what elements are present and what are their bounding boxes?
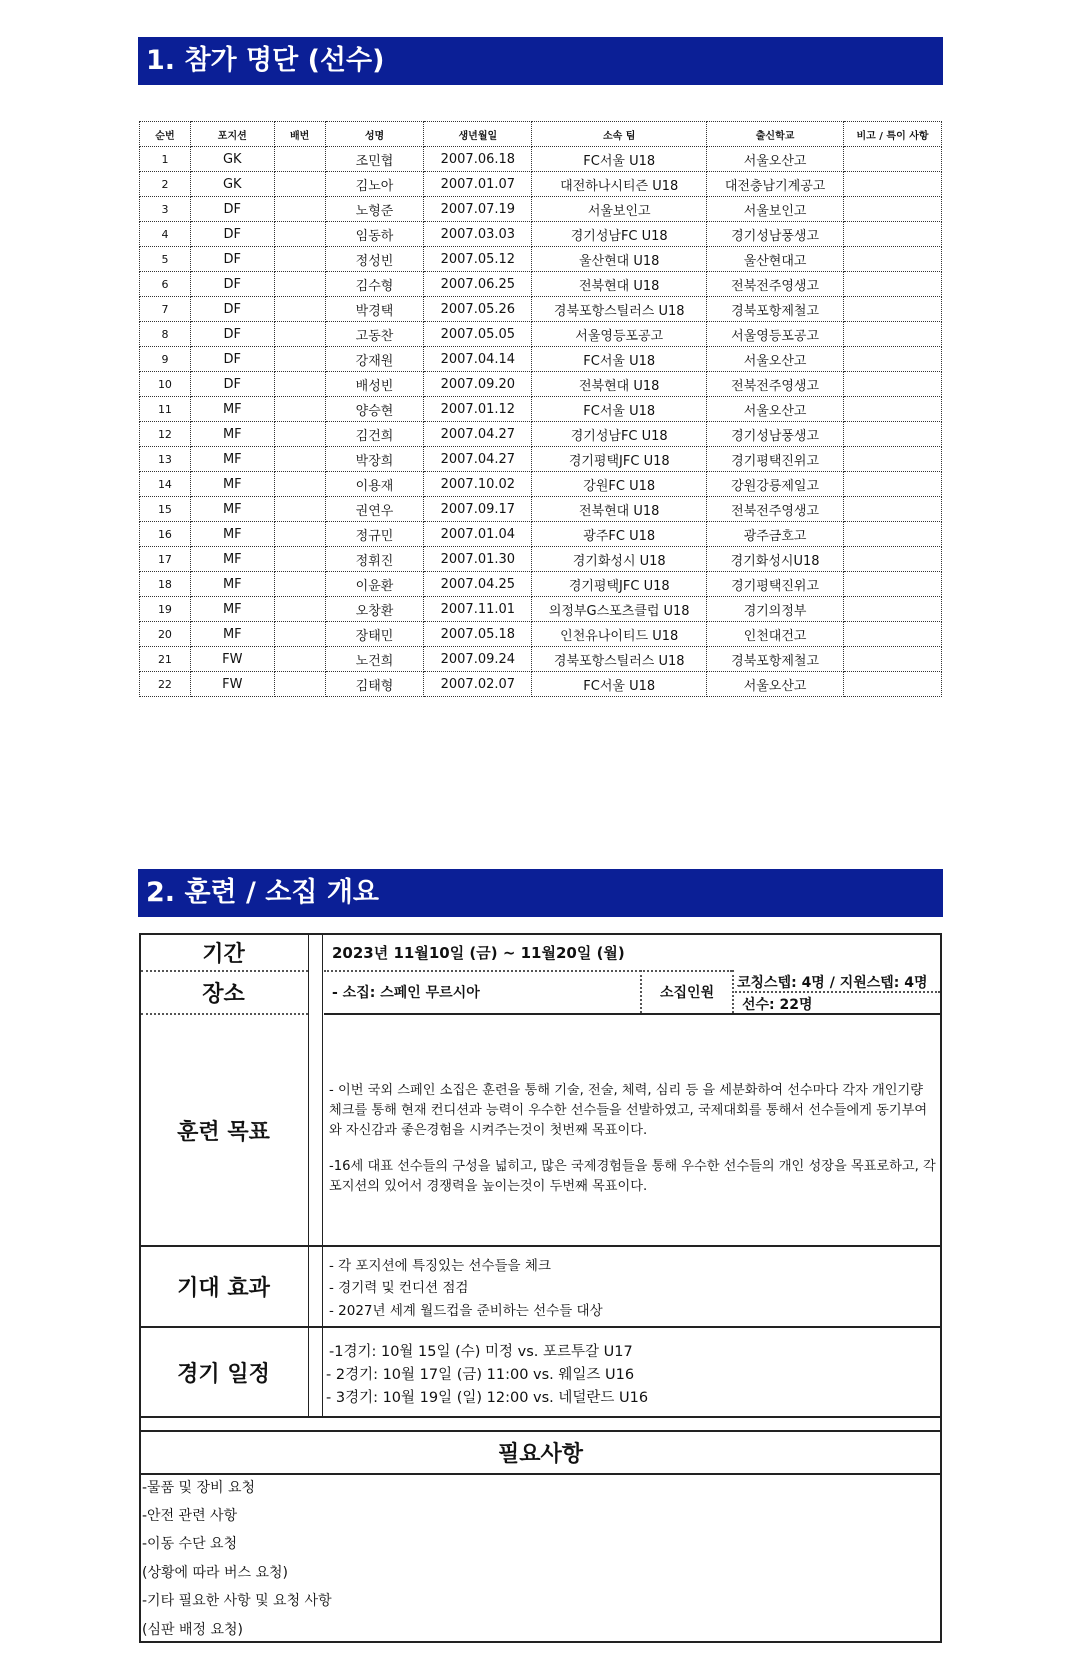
header-team: 소속 팀 [532, 122, 707, 147]
cell-jersey [274, 572, 325, 597]
effect-label: 기대 효과 [177, 1276, 270, 1301]
cell-birthdate: 2007.05.12 [424, 247, 532, 272]
cell-birthdate: 2007.04.14 [424, 347, 532, 372]
row-divider [139, 1416, 942, 1418]
cell-notes [844, 272, 942, 297]
cell-no: 13 [140, 447, 191, 472]
cell-name: 김노아 [325, 172, 424, 197]
roster-row [140, 472, 942, 497]
cell-notes [844, 522, 942, 547]
cell-team: 경기화성시 U18 [532, 547, 707, 572]
cell-notes [844, 322, 942, 347]
cell-school: 서울영등포공고 [707, 322, 844, 347]
cell-school: 서울오산고 [707, 147, 844, 172]
cell-position: GK [190, 147, 274, 172]
roster-table [139, 121, 942, 697]
members-staff: 코칭스텝: 4명 / 지원스텝: 4명 [737, 975, 928, 991]
cell-birthdate: 2007.04.27 [424, 422, 532, 447]
cell-birthdate: 2007.02.07 [424, 672, 532, 697]
cell-notes [844, 497, 942, 522]
cell-notes [844, 597, 942, 622]
place-value: - 소집: 스페인 무르시아 [332, 985, 480, 1001]
cell-name: 박장희 [325, 447, 424, 472]
schedule-item: -1경기: 10월 15일 (수) 미정 vs. 포르투갈 U17 [329, 1344, 633, 1360]
cell-no: 14 [140, 472, 191, 497]
header-school: 출신학교 [707, 122, 844, 147]
cell-school: 서울오산고 [707, 347, 844, 372]
cell-jersey [274, 197, 325, 222]
cell-notes [844, 197, 942, 222]
cell-position: DF [190, 372, 274, 397]
members-label: 소집인원 [660, 985, 715, 1001]
cell-position: FW [190, 647, 274, 672]
header-jersey: 배번 [274, 122, 325, 147]
period-value: 2023년 11월10일 (금) ~ 11월20일 (월) [332, 944, 625, 962]
cell-jersey [274, 672, 325, 697]
roster-row [140, 147, 942, 172]
cell-school: 강원강릉제일고 [707, 472, 844, 497]
cell-school: 전북전주영생고 [707, 497, 844, 522]
cell-position: DF [190, 322, 274, 347]
cell-team: 경기평택JFC U18 [532, 447, 707, 472]
roster-row [140, 322, 942, 347]
cell-school: 전북전주영생고 [707, 372, 844, 397]
schedule-item: - 2경기: 10월 17일 (금) 11:00 vs. 웨일즈 U16 [326, 1367, 635, 1383]
cell-notes [844, 622, 942, 647]
cell-school: 경북포항제철고 [707, 647, 844, 672]
roster-header-row [140, 122, 942, 147]
cell-position: DF [190, 247, 274, 272]
cell-position: MF [190, 397, 274, 422]
roster-row [140, 597, 942, 622]
goal-paragraph-1: - 이번 국외 스페인 소집은 훈련을 통해 기술, 전술, 체력, 심리 등 을 세분화하여 선수마다 각자 개인기량 체크를 통해 현재 컨디션과 능력이 우수한 선수들을 선발하였고, 국제대회를 통해서 선수들에게 동기부여와 자신감과 좋은경험을 시켜주는것이 첫번째 목표이다. [329, 1083, 928, 1138]
cell-notes [844, 247, 942, 272]
cell-notes [844, 222, 942, 247]
roster-row [140, 297, 942, 322]
cell-no: 20 [140, 622, 191, 647]
header-name: 성명 [325, 122, 424, 147]
cell-birthdate: 2007.05.18 [424, 622, 532, 647]
row-divider [139, 1473, 942, 1475]
cell-team: 전북현대 U18 [532, 497, 707, 522]
requirement-item: -기타 필요한 사항 및 요청 사항 [142, 1593, 332, 1609]
cell-team: 강원FC U18 [532, 472, 707, 497]
roster-row [140, 222, 942, 247]
schedule-item: - 3경기: 10월 19일 (일) 12:00 vs. 네덜란드 U16 [326, 1390, 649, 1406]
cell-notes [844, 422, 942, 447]
requirement-item: -안전 관련 사항 [142, 1508, 238, 1524]
cell-no: 15 [140, 497, 191, 522]
cell-school: 경북포항제철고 [707, 297, 844, 322]
cell-school: 경기평택진위고 [707, 572, 844, 597]
requirement-item: -이동 수단 요청 [142, 1536, 238, 1552]
cell-birthdate: 2007.06.25 [424, 272, 532, 297]
cell-no: 8 [140, 322, 191, 347]
cell-birthdate: 2007.04.27 [424, 447, 532, 472]
cell-school: 울산현대고 [707, 247, 844, 272]
cell-team: 서울영등포공고 [532, 322, 707, 347]
cell-notes [844, 472, 942, 497]
cell-school: 경기성남풍생고 [707, 222, 844, 247]
cell-no: 22 [140, 672, 191, 697]
cell-no: 12 [140, 422, 191, 447]
cell-name: 오창환 [325, 597, 424, 622]
cell-team: 경기성남FC U18 [532, 222, 707, 247]
cell-position: MF [190, 497, 274, 522]
cell-notes [844, 547, 942, 572]
cell-position: MF [190, 572, 274, 597]
cell-jersey [274, 147, 325, 172]
cell-birthdate: 2007.09.20 [424, 372, 532, 397]
cell-no: 19 [140, 597, 191, 622]
roster-row [140, 422, 942, 447]
roster-row [140, 547, 942, 572]
cell-team: FC서울 U18 [532, 397, 707, 422]
header-no: 순번 [140, 122, 191, 147]
requirements-title: 필요사항 [497, 1442, 583, 1467]
cell-birthdate: 2007.11.01 [424, 597, 532, 622]
cell-birthdate: 2007.05.05 [424, 322, 532, 347]
cell-no: 9 [140, 347, 191, 372]
cell-jersey [274, 647, 325, 672]
cell-team: FC서울 U18 [532, 147, 707, 172]
roster-row [140, 247, 942, 272]
cell-no: 5 [140, 247, 191, 272]
cell-name: 김태형 [325, 672, 424, 697]
cell-no: 21 [140, 647, 191, 672]
cell-position: DF [190, 197, 274, 222]
cell-birthdate: 2007.07.19 [424, 197, 532, 222]
cell-team: 경기평택JFC U18 [532, 572, 707, 597]
cell-jersey [274, 472, 325, 497]
cell-no: 1 [140, 147, 191, 172]
cell-jersey [274, 622, 325, 647]
cell-birthdate: 2007.05.26 [424, 297, 532, 322]
header-position: 포지션 [190, 122, 274, 147]
cell-notes [844, 397, 942, 422]
cell-jersey [274, 597, 325, 622]
cell-position: DF [190, 347, 274, 372]
cell-notes [844, 572, 942, 597]
cell-team: 경북포항스틸러스 U18 [532, 647, 707, 672]
cell-jersey [274, 247, 325, 272]
schedule-label: 경기 일정 [177, 1361, 270, 1387]
cell-birthdate: 2007.09.24 [424, 647, 532, 672]
cell-team: 전북현대 U18 [532, 372, 707, 397]
roster-row [140, 447, 942, 472]
cell-name: 김건희 [325, 422, 424, 447]
cell-notes [844, 447, 942, 472]
cell-school: 전북전주영생고 [707, 272, 844, 297]
row-divider [324, 1013, 942, 1015]
cell-position: FW [190, 672, 274, 697]
cell-name: 조민협 [325, 147, 424, 172]
goal-paragraph-2: -16세 대표 선수들의 구성을 넓히고, 많은 국제경험들을 통해 우수한 선수들의 개인 성장을 목표로하고, 각 포지션의 있어서 경쟁력을 높이는것이 두번째 목표이다. [329, 1159, 936, 1194]
cell-birthdate: 2007.09.17 [424, 497, 532, 522]
cell-name: 장태민 [325, 622, 424, 647]
cell-notes [844, 147, 942, 172]
cell-position: MF [190, 622, 274, 647]
overview-divider [308, 934, 309, 1418]
cell-notes [844, 647, 942, 672]
cell-no: 10 [140, 372, 191, 397]
cell-birthdate: 2007.06.18 [424, 147, 532, 172]
cell-position: DF [190, 222, 274, 247]
roster-row [140, 197, 942, 222]
cell-school: 광주금호고 [707, 522, 844, 547]
roster-row [140, 572, 942, 597]
cell-jersey [274, 297, 325, 322]
cell-position: MF [190, 522, 274, 547]
cell-jersey [274, 497, 325, 522]
cell-name: 김수형 [325, 272, 424, 297]
cell-team: FC서울 U18 [532, 672, 707, 697]
cell-name: 강재원 [325, 347, 424, 372]
cell-birthdate: 2007.01.04 [424, 522, 532, 547]
requirement-item: -물품 및 장비 요청 [142, 1480, 256, 1496]
cell-birthdate: 2007.01.12 [424, 397, 532, 422]
cell-jersey [274, 547, 325, 572]
cell-notes [844, 347, 942, 372]
cell-team: 전북현대 U18 [532, 272, 707, 297]
roster-row [140, 522, 942, 547]
cell-jersey [274, 397, 325, 422]
cell-jersey [274, 172, 325, 197]
cell-no: 7 [140, 297, 191, 322]
cell-position: MF [190, 597, 274, 622]
roster-row [140, 347, 942, 372]
cell-notes [844, 672, 942, 697]
cell-school: 서울오산고 [707, 397, 844, 422]
cell-name: 고동찬 [325, 322, 424, 347]
cell-school: 서울보인고 [707, 197, 844, 222]
cell-jersey [274, 322, 325, 347]
cell-team: 경기성남FC U18 [532, 422, 707, 447]
cell-birthdate: 2007.10.02 [424, 472, 532, 497]
row-divider [324, 970, 732, 972]
cell-school: 경기의정부 [707, 597, 844, 622]
cell-birthdate: 2007.01.30 [424, 547, 532, 572]
cell-team: 경북포항스틸러스 U18 [532, 297, 707, 322]
overview-divider [322, 934, 323, 1418]
cell-position: MF [190, 447, 274, 472]
effect-item: - 각 포지션에 특징있는 선수들을 체크 [329, 1258, 551, 1274]
roster-row [140, 622, 942, 647]
cell-notes [844, 172, 942, 197]
cell-name: 권연우 [325, 497, 424, 522]
roster-row [140, 372, 942, 397]
cell-school: 인천대건고 [707, 622, 844, 647]
cell-no: 2 [140, 172, 191, 197]
cell-name: 이용재 [325, 472, 424, 497]
cell-position: MF [190, 472, 274, 497]
cell-position: MF [190, 547, 274, 572]
roster-body [140, 147, 942, 697]
cell-birthdate: 2007.03.03 [424, 222, 532, 247]
cell-position: GK [190, 172, 274, 197]
cell-school: 대전충남기계공고 [707, 172, 844, 197]
roster-row [140, 672, 942, 697]
cell-name: 양승현 [325, 397, 424, 422]
cell-birthdate: 2007.01.07 [424, 172, 532, 197]
cell-school: 서울오산고 [707, 672, 844, 697]
header-notes: 비고 / 특이 사항 [844, 122, 942, 147]
cell-name: 정성빈 [325, 247, 424, 272]
cell-position: DF [190, 297, 274, 322]
cell-team: 광주FC U18 [532, 522, 707, 547]
effect-item: - 경기력 및 컨디션 점검 [329, 1280, 469, 1296]
cell-team: 대전하나시티즌 U18 [532, 172, 707, 197]
cell-school: 경기평택진위고 [707, 447, 844, 472]
cell-name: 임동하 [325, 222, 424, 247]
roster-row [140, 497, 942, 522]
cell-position: MF [190, 422, 274, 447]
roster-row [140, 172, 942, 197]
cell-jersey [274, 222, 325, 247]
cell-name: 정규민 [325, 522, 424, 547]
cell-no: 6 [140, 272, 191, 297]
cell-divider [732, 970, 734, 1013]
roster-row [140, 647, 942, 672]
effect-item: - 2027년 세계 월드컵을 준비하는 선수들 대상 [329, 1303, 603, 1319]
header-birthdate: 생년월일 [424, 122, 532, 147]
cell-school: 경기화성시U18 [707, 547, 844, 572]
cell-no: 4 [140, 222, 191, 247]
roster-row [140, 272, 942, 297]
cell-jersey [274, 272, 325, 297]
cell-team: 의정부G스포츠클럽 U18 [532, 597, 707, 622]
cell-team: 울산현대 U18 [532, 247, 707, 272]
requirement-item: (상황에 따라 버스 요청) [142, 1565, 288, 1581]
cell-birthdate: 2007.04.25 [424, 572, 532, 597]
cell-name: 노건희 [325, 647, 424, 672]
cell-no: 18 [140, 572, 191, 597]
cell-divider [640, 970, 642, 1013]
cell-name: 이윤환 [325, 572, 424, 597]
roster-row [140, 397, 942, 422]
cell-team: 서울보인고 [532, 197, 707, 222]
cell-jersey [274, 447, 325, 472]
cell-no: 3 [140, 197, 191, 222]
cell-name: 정휘진 [325, 547, 424, 572]
period-label: 기간 [202, 942, 245, 967]
cell-team: FC서울 U18 [532, 347, 707, 372]
place-label: 장소 [202, 982, 245, 1007]
cell-name: 배성빈 [325, 372, 424, 397]
cell-name: 박경택 [325, 297, 424, 322]
goal-label: 훈련 목표 [177, 1119, 270, 1145]
cell-jersey [274, 422, 325, 447]
cell-jersey [274, 347, 325, 372]
section2-title: 2. 훈련 / 소집 개요 [138, 869, 943, 917]
cell-notes [844, 297, 942, 322]
requirement-item: (심판 배정 요청) [142, 1622, 243, 1638]
cell-jersey [274, 372, 325, 397]
cell-position: DF [190, 272, 274, 297]
cell-no: 16 [140, 522, 191, 547]
section1-title: 1. 참가 명단 (선수) [138, 37, 943, 85]
cell-no: 17 [140, 547, 191, 572]
cell-no: 11 [140, 397, 191, 422]
cell-notes [844, 372, 942, 397]
cell-school: 경기성남풍생고 [707, 422, 844, 447]
cell-jersey [274, 522, 325, 547]
members-players: 선수: 22명 [742, 997, 813, 1013]
cell-name: 노형준 [325, 197, 424, 222]
cell-team: 인천유나이티드 U18 [532, 622, 707, 647]
